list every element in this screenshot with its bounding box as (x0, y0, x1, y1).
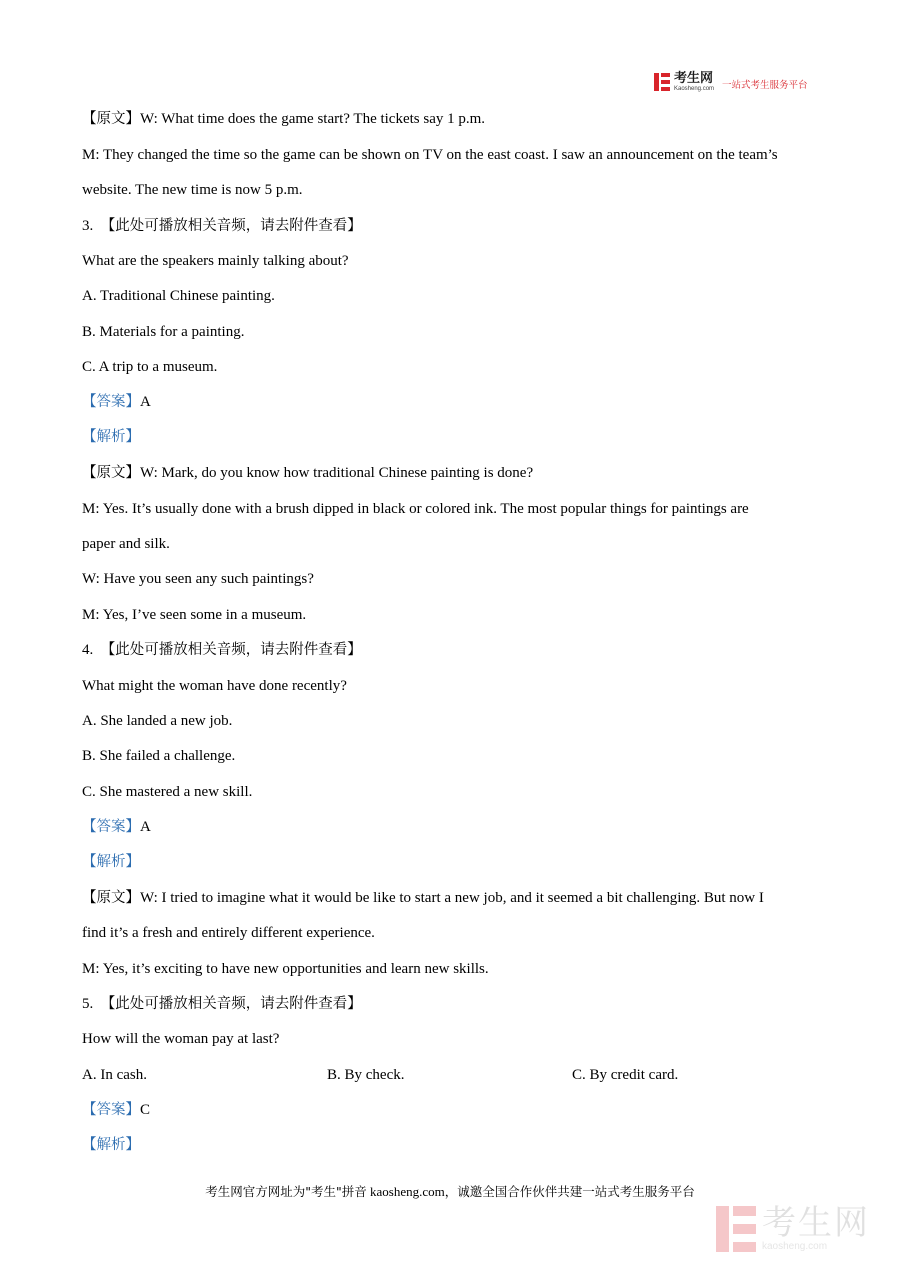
answer-value: C (140, 1102, 151, 1118)
option-a: A. In cash. (82, 1067, 147, 1083)
analysis-tag: 【解析】 (82, 1137, 140, 1153)
kaosheng-logo-icon (654, 73, 670, 91)
option-b: B. She failed a challenge. (82, 748, 236, 764)
audio-note: 【此处可播放相关音频，请去附件查看】 (100, 996, 362, 1012)
transcript-line: paper and silk. (82, 536, 170, 552)
analysis-tag: 【解析】 (82, 854, 140, 870)
transcript-line: M: Yes, I’ve seen some in a museum. (82, 607, 307, 623)
transcript-line: M: Yes. It’s usually done with a brush dipped in black or colored ink. The most popular things for paintings are (82, 501, 749, 517)
option-c: C. By credit card. (572, 1067, 679, 1083)
option-b: B. By check. (327, 1067, 405, 1083)
transcript-line: M: Yes, it’s exciting to have new opportunities and learn new skills. (82, 961, 489, 977)
transcript-line: W: Have you seen any such paintings? (82, 571, 314, 587)
question-text: How will the woman pay at last? (82, 1031, 280, 1047)
question-text: What are the speakers mainly talking about? (82, 253, 349, 269)
transcript-tag: 【原文】 (82, 111, 140, 127)
answer-line (82, 1100, 150, 1120)
answer-value: A (140, 819, 151, 835)
question-header-3: 3. 【此处可播放相关音频，请去附件查看】 (82, 218, 362, 234)
transcript-line: M: They changed the time so the game can be shown on TV on the east coast. I saw an announcement on the team’s (82, 147, 778, 163)
kaosheng-watermark-icon (716, 1206, 756, 1252)
watermark-cn: 考生网 (762, 1203, 870, 1243)
option-a: A. She landed a new job. (82, 713, 233, 729)
answer-tag: 【答案】 (82, 394, 140, 410)
analysis-line (82, 852, 140, 872)
question-text: What might the woman have done recently? (82, 678, 347, 694)
question-header-4: 4. 【此处可播放相关音频，请去附件查看】 (82, 642, 362, 658)
header-slogan: 一站式考生服务平台 (722, 80, 808, 91)
analysis-tag: 【解析】 (82, 429, 140, 445)
watermark (716, 1203, 870, 1252)
transcript-line: website. The new time is now 5 p.m. (82, 182, 303, 198)
transcript-line: 【原文】W: What time does the game start? The tickets say 1 p.m. (82, 111, 486, 127)
option-b: B. Materials for a painting. (82, 324, 245, 340)
answer-line (82, 392, 151, 412)
option-c: C. A trip to a museum. (82, 359, 218, 375)
audio-note: 【此处可播放相关音频，请去附件查看】 (100, 642, 362, 658)
audio-note: 【此处可播放相关音频，请去附件查看】 (100, 218, 362, 234)
transcript-tag: 【原文】 (82, 890, 140, 906)
answer-tag: 【答案】 (82, 1102, 140, 1118)
answer-line (82, 817, 151, 837)
question-header-5: 5. 【此处可播放相关音频，请去附件查看】 (82, 996, 362, 1012)
transcript-line: 【原文】W: Mark, do you know how traditional Chinese painting is done? (82, 465, 534, 481)
answer-value: A (140, 394, 151, 410)
watermark-en: kaosheng.com (762, 1241, 828, 1252)
answer-tag: 【答案】 (82, 819, 140, 835)
logo-name-en: Kaosheng.com (674, 86, 715, 92)
analysis-line (82, 1135, 140, 1155)
analysis-line (82, 427, 140, 447)
transcript-line: 【原文】W: I tried to imagine what it would be like to start a new job, and it seemed a bit challenging. But now I (82, 890, 764, 906)
transcript-line: find it’s a fresh and entirely different experience. (82, 925, 375, 941)
header-logo (654, 72, 808, 92)
option-a: A. Traditional Chinese painting. (82, 288, 275, 304)
logo-name-cn: 考生网 (674, 71, 714, 86)
page-footer: 考生网官方网址为"考生"拼音 kaosheng.com，诚邀全国合作伙伴共建一站式考生服务平台 (205, 1184, 695, 1199)
transcript-tag: 【原文】 (82, 465, 140, 481)
footer-url: kaosheng.com (370, 1184, 445, 1199)
option-c: C. She mastered a new skill. (82, 784, 253, 800)
